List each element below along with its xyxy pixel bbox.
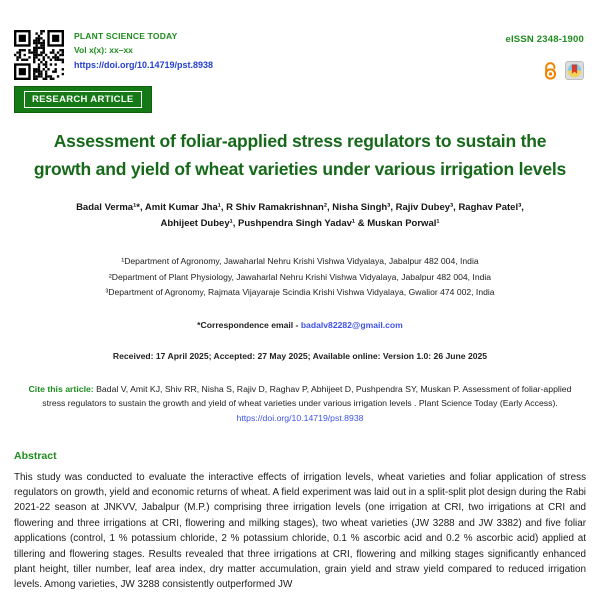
- journal-name: PLANT SCIENCE TODAY: [74, 31, 178, 41]
- author-line-1: Badal Verma¹*, Amit Kumar Jha¹, R Shiv Ramakrishnan², Nisha Singh³, Rajiv Dubey³, Raghav Patel³,: [76, 202, 524, 213]
- affiliation-1: ¹Department of Agronomy, Jawaharlal Nehru Krishi Vishwa Vidyalaya, Jabalpur 482 004, India: [121, 256, 479, 267]
- correspondence-label: *Correspondence email -: [197, 319, 301, 330]
- correspondence-line: [0, 320, 600, 330]
- author-line-2: Abhijeet Dubey¹, Pushpendra Singh Yadav¹ & Muskan Porwal¹: [160, 217, 440, 229]
- header-right: [505, 28, 584, 80]
- journal-doi-link[interactable]: https://doi.org/10.14719/pst.8938: [74, 60, 214, 70]
- cite-text: Badal V, Amit KJ, Shiv RR, Nisha S, Rajiv D, Raghav P, Abhijeet D, Pushpendra SY, Muskan P. Assessment of foliar-applied stress regulators to sustain the growth and yield of wheat varieties under various irrigation levels . Plant Science Today (Early Access).: [42, 383, 572, 408]
- abstract-body: This study was conducted to evaluate the interactive effects of irrigation levels, wheat varieties and foliar application of stress regulators on growth, yield and economic returns of wheat. A field experiment was laid out in a split-split plot design during the Rabi 2021-22 season at JNKVV, Jabalpur (M.P.) comprising three irrigation levels (one irrigation at CRI, two irrigations at CRI and flowering and three irrigations at CRI, flowering and milking stages), two wheat varieties (JW 3288 and JW 3382) and five foliar applications (control, 1 % potassium chloride, 2 % potassium chloride, 0.1 % ascorbic acid and 0.2 % ascorbic acid) applied at tillering and flowering stages. Results revealed that three irrigations at CRI, flowering and milking stages significantly enhanced plant height, tiller number, leaf area index, dry matter accumulation, grain yield and straw yield compared to reduced irrigation levels. Among varieties, JW 3288 consistently outperformed JW: [14, 471, 586, 591]
- affiliations: [0, 254, 600, 300]
- journal-volume: Vol x(x): xx–xx: [74, 45, 133, 55]
- abstract-heading: Abstract: [14, 449, 57, 462]
- affiliation-3: ³Department of Agronomy, Rajmata Vijayaraje Scindia Krishi Vishwa Vidyalaya, Gwalior 474 002, India: [105, 287, 495, 298]
- research-article-badge: [14, 86, 152, 113]
- research-article-label: RESEARCH ARTICLE: [24, 91, 142, 108]
- article-dates: Received: 17 April 2025; Accepted: 27 May 2025; Available online: Version 1.0: 26 June 2025: [112, 350, 488, 361]
- badges-row: [505, 61, 584, 80]
- qr-code-icon: [14, 30, 64, 80]
- author-list: [40, 200, 560, 231]
- citation-block: [22, 383, 578, 426]
- affiliation-2: ²Department of Plant Physiology, Jawaharlal Nehru Krishi Vishwa Vidyalaya, Jabalpur 482 004, India: [108, 271, 492, 282]
- correspondence-email-link[interactable]: badalv82282@gmail.com: [300, 319, 403, 330]
- cite-doi-link[interactable]: https://doi.org/10.14719/pst.8938: [236, 412, 364, 423]
- open-access-icon: [543, 61, 558, 80]
- article-title: Assessment of foliar-applied stress regulators to sustain the growth and yield of wheat varieties under various irrigation levels: [33, 131, 567, 179]
- eissn-label: eISSN 2348-1900: [505, 34, 584, 45]
- journal-meta: [74, 28, 213, 73]
- cite-label: Cite this article:: [28, 383, 94, 394]
- journal-header: [0, 0, 600, 80]
- crossmark-update-icon: [565, 61, 584, 80]
